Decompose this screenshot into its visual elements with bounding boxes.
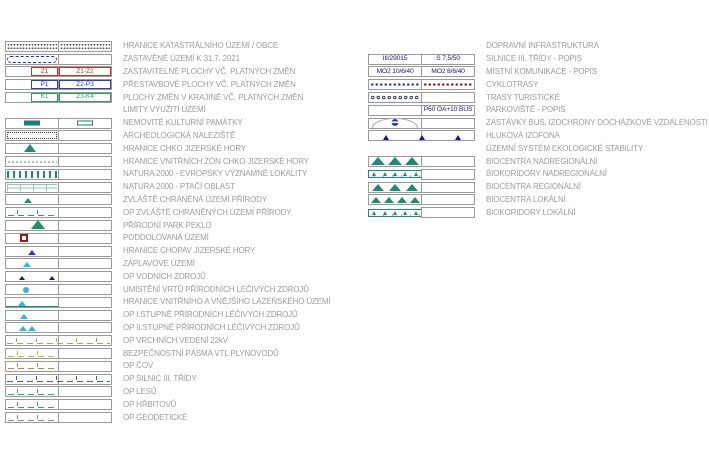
nature-park-peklo-symbol [5, 220, 112, 231]
legend-label: OP HŘBITOVŮ [123, 399, 177, 409]
legend-box [421, 54, 475, 65]
vtl-gas-safety-zones-symbol [5, 348, 112, 359]
biocentre-supraregional-symbol [368, 156, 475, 167]
legend-row-op-cemeteries-symbol [5, 398, 331, 411]
zone-tag: Z2-P3 [59, 80, 111, 89]
legend-box [5, 169, 59, 180]
legend-label: PARKOVIŠTĚ - POPIS [486, 105, 566, 115]
legend-column-left [5, 40, 331, 424]
legend-box [421, 130, 475, 141]
triangle-icon [405, 157, 419, 165]
biocentre-regional-symbol [368, 182, 475, 193]
legend-row-biocentre-supraregional-symbol [368, 155, 708, 168]
triangle-icon [24, 144, 36, 152]
legend-box [5, 361, 59, 372]
bus-stops-isochrones-symbol [368, 118, 475, 129]
dash-line-icon [8, 402, 56, 408]
legend-box [421, 194, 475, 205]
legend-row-op-grade2-healing-sources-symbol [5, 322, 331, 335]
legend-label: NATURA 2000 - PTAČÍ OBLAST [123, 182, 235, 192]
legend-row-tourist-routes-symbol [368, 91, 708, 104]
noise-isophone-symbol [368, 130, 475, 141]
road-label-text: III/29015 [382, 54, 408, 62]
legend-label: TRASY TURISTICKÉ [486, 92, 560, 102]
triangle-icon [389, 184, 401, 191]
grid-pattern [7, 184, 57, 191]
legend-box [58, 130, 112, 141]
cycling-routes-symbol [368, 79, 475, 90]
legend-label: BIOKORIDORY NADREGIONÁLNÍ [486, 169, 607, 179]
dots-pattern [7, 160, 57, 163]
legend-label: HRANICE KATASTRÁLNÍHO ÚZEMÍ / OBCE [123, 41, 279, 51]
triangle-icon [20, 314, 28, 319]
redevelopment-areas-symbol [5, 79, 112, 90]
legend-box [421, 66, 475, 77]
legend-box [368, 79, 422, 90]
circle-icon [23, 287, 29, 293]
legend-box [5, 310, 59, 321]
legend-label: ÚZEMNÍ SYSTÉM EKOLOGICKÉ STABILITY [486, 143, 644, 153]
dash-line-icon [8, 389, 56, 395]
legend-box [5, 386, 59, 397]
legend-row-archaeological-sites-symbol [5, 130, 331, 143]
legend-box [58, 233, 112, 244]
legend-box [58, 182, 112, 193]
legend-box [5, 322, 59, 333]
dash-line-icon [7, 338, 110, 344]
legend-label: HRANICE VNITŘNÍCH ZÓN CHKO JIZERSKÉ HORY [123, 156, 309, 166]
legend-box [5, 348, 59, 359]
legend-box [5, 284, 59, 295]
legend-box [58, 194, 112, 205]
legend-box [5, 207, 59, 218]
legend-label: OP SILNIC III. TŘÍDY [123, 374, 197, 384]
triangle-icon [372, 184, 384, 191]
legend-row-chko-inner-zones-symbol [5, 155, 331, 168]
natura2000-bird-area-symbol [5, 182, 112, 193]
legend-label: OP II.STUPNĚ PŘÍRODNÍCH LÉČIVÝCH ZDROJŮ [123, 322, 300, 332]
legend-box [58, 297, 112, 308]
triangle-icon [19, 276, 25, 280]
triangle-icon [410, 197, 420, 203]
legend-row-cadastre-boundary-symbol [5, 40, 331, 53]
legend-box [368, 118, 422, 129]
legend-box [5, 246, 59, 257]
biocentre-local-symbol [368, 194, 475, 205]
dotted-rect-icon [7, 132, 57, 139]
legend-row-biocorridor-local-symbol [368, 206, 708, 219]
legend-row-local-road-labels-symbol [368, 66, 708, 79]
legend-box [58, 386, 112, 397]
dots-pattern [60, 43, 110, 50]
archaeological-sites-symbol [5, 130, 112, 141]
legend-label: BEZPEČNOSTNÍ PÁSMA VTL PLYNOVODŮ [123, 348, 279, 358]
parking-label-symbol [368, 105, 475, 116]
legend-box [368, 130, 422, 141]
legend-box [368, 92, 422, 103]
dots-pattern [7, 43, 57, 50]
legend-box [58, 54, 112, 65]
spa-area-boundary-symbol [5, 297, 112, 308]
legend-box [58, 246, 112, 257]
legend-row-op-wwtp-symbol [5, 360, 331, 373]
legend-box [58, 220, 112, 231]
legend-row-op-protected-nature-symbol [5, 206, 331, 219]
healing-spring-wells-symbol [5, 284, 112, 295]
legend-box [421, 118, 475, 129]
road-label-text: S 7,5/50 [436, 54, 460, 62]
legend-box [368, 170, 422, 178]
legend-box [5, 143, 59, 154]
legend-box [58, 361, 112, 372]
triangle-icon [388, 157, 402, 165]
road-label-text: MO2 10/6/40 [376, 67, 414, 75]
triangle-icon [371, 157, 385, 165]
dash-line-icon [7, 376, 110, 382]
legend-row-op-forests-symbol [5, 386, 331, 399]
legend-label: ZASTAVITELNÉ PLOCHY VČ. PLATNÝCH ZMĚN [123, 66, 296, 76]
legend-row-cultural-monuments-symbol [5, 117, 331, 130]
landscape-change-areas-symbol [5, 92, 112, 103]
legend-row-biocentre-local-symbol [368, 194, 708, 207]
legend-box [368, 156, 422, 167]
legend-box [421, 79, 475, 90]
legend-box [368, 209, 422, 217]
legend-box [5, 118, 59, 129]
triangle-icon [406, 184, 418, 191]
legend-box [5, 412, 59, 423]
underline [6, 306, 58, 307]
op-geodetic-symbol [5, 412, 112, 423]
legend-label: BIOCENTRA LOKÁLNÍ [486, 194, 566, 204]
dashed-rect-icon [7, 56, 57, 63]
legend-label: HRANICE CHOPAV JIZERSKÉ HORY [123, 246, 256, 256]
op-grade2-healing-sources-symbol [5, 322, 112, 333]
square-icon [20, 234, 28, 242]
legend-box [5, 271, 59, 282]
legend-label: ZASTAVĚNÉ ÚZEMÍ K 31.7. 2021 [123, 54, 240, 64]
triangle-icon [31, 220, 45, 229]
op-protected-nature-symbol [5, 207, 112, 218]
legend-row-nature-park-peklo-symbol [5, 219, 331, 232]
legend-row-spa-area-boundary-symbol [5, 296, 331, 309]
legend-row-section-uses [368, 142, 708, 155]
legend-box [58, 118, 112, 129]
triangle-icon [23, 262, 31, 267]
legend-label: OP I.STUPNĚ PŘÍRODNÍCH LÉČIVÝCH ZDROJŮ [123, 310, 298, 320]
legend-label: OP LESŮ [123, 386, 157, 396]
dots-pattern [370, 81, 420, 88]
legend-row-noise-isophone-symbol [368, 130, 708, 143]
cadastre-boundary-symbol [5, 41, 112, 52]
outlined-rect-icon [77, 121, 93, 126]
natura2000-evl-symbol [5, 169, 112, 180]
legend-label: OP VRCHNÍCH VEDENÍ 22kV [123, 335, 228, 345]
chko-inner-zones-symbol [5, 156, 112, 167]
legend-box [58, 156, 112, 167]
dash-line-icon [8, 415, 56, 421]
dash-line-icon [8, 351, 56, 357]
legend-label: PLOCHY ZMĚN V KRAJINĚ VČ. PLATNÝCH ZMĚN [123, 92, 304, 102]
legend-box [368, 194, 422, 205]
legend-label: MÍSTNÍ KOMUNIKACE - POPIS [486, 66, 597, 76]
triangle-icon [419, 135, 425, 140]
legend-row-op-grade1-healing-sources-symbol [5, 309, 331, 322]
legend-row-cycling-routes-symbol [368, 78, 708, 91]
legend-box [368, 54, 422, 65]
legend-label: ZASTÁVKY BUS, IZOCHRONY DOCHÁZKOVÉ VZDÁLENOSTI [486, 118, 708, 128]
op-class3-roads-symbol [5, 374, 112, 385]
zone-tag: K1 [31, 93, 58, 102]
protected-nature-areas-symbol [5, 194, 112, 205]
legend-column-right [368, 40, 708, 219]
undermined-areas-symbol [5, 233, 112, 244]
legend-row-biocorridor-supraregional-symbol [368, 168, 708, 181]
legend-label: CYKLOTRASY [486, 79, 539, 89]
legend-row-section-transport [368, 40, 708, 53]
road-label-text: MO2 8/6/40 [431, 67, 465, 75]
legend-label: OP GEODETICKÉ [123, 412, 188, 422]
chopav-boundary-symbol [5, 246, 112, 257]
legend-box [5, 297, 59, 308]
triangle-icon [397, 197, 407, 203]
flood-area-symbol [5, 258, 112, 269]
legend-box [5, 258, 59, 269]
triangle-icon [383, 135, 389, 140]
op-wwtp-symbol [5, 361, 112, 372]
legend-box [368, 66, 422, 77]
chko-boundary-symbol [5, 143, 112, 154]
dots-pattern [370, 175, 420, 177]
developable-areas-symbol [5, 66, 112, 77]
legend-row-undermined-areas-symbol [5, 232, 331, 245]
triangle-icon [28, 250, 36, 255]
legend-label: ARCHEOLOGICKÁ NALEZIŠTĚ [123, 130, 236, 140]
zone-tag: P1 [31, 80, 58, 89]
legend-label: OP ZVLÁŠTĚ CHRÁNĚNÝCH ÚZEMÍ PŘÍRODY [123, 207, 292, 217]
legend-box [58, 322, 112, 333]
legend-row-flood-area-symbol [5, 258, 331, 271]
legend-box [421, 182, 475, 193]
dash-line-icon [8, 363, 56, 369]
triangle-icon [19, 326, 27, 331]
legend-box [5, 41, 59, 52]
legend-box [421, 92, 475, 103]
legend-box [58, 271, 112, 282]
legend-box [5, 194, 59, 205]
legend-label: BIOKORIDORY LOKÁLNÍ [486, 207, 576, 217]
legend-row-biocentre-regional-symbol [368, 181, 708, 194]
legend-box [58, 348, 112, 359]
legend-box [58, 66, 112, 77]
zone-tag: Z1 [31, 67, 58, 76]
legend-label: HRANICE CHKO JIZERSKÉ HORY [123, 143, 247, 153]
triangle-icon [49, 276, 55, 280]
legend-label: BIOCENTRA REGIONÁLNÍ [486, 182, 581, 192]
legend-box [5, 399, 59, 410]
class3-road-labels-symbol [368, 54, 475, 65]
legend-box [5, 233, 59, 244]
legend-box [5, 92, 59, 103]
legend-row-op-22kv-overhead-lines-symbol [5, 334, 331, 347]
ring-dots-pattern [370, 94, 420, 101]
legend-box [421, 105, 475, 116]
legend-box [58, 41, 112, 52]
op-water-sources-symbol [5, 271, 112, 282]
triangle-icon [28, 326, 36, 331]
legend-row-natura2000-evl-symbol [5, 168, 331, 181]
legend-label: OP VODNÍCH ZDROJŮ [123, 271, 206, 281]
local-road-labels-symbol [368, 66, 475, 77]
parking-label-text: P60 OA+10 BUS [423, 105, 473, 113]
legend-row-chopav-boundary-symbol [5, 245, 331, 258]
legend-row-landscape-change-areas-symbol [5, 91, 331, 104]
legend-box [58, 284, 112, 295]
legend-label: UMÍSTĚNÍ VRTŮ PŘÍRODNÍCH LÉČIVÝCH ZDROJŮ [123, 284, 309, 294]
op-grade1-healing-sources-symbol [5, 310, 112, 321]
legend-box [58, 169, 112, 180]
legend-label: BIOCENTRA NADREGIONÁLNÍ [486, 156, 598, 166]
legend-box [58, 258, 112, 269]
legend-row-vtl-gas-safety-zones-symbol [5, 347, 331, 360]
built-up-area-symbol [5, 54, 112, 65]
op-forests-symbol [5, 386, 112, 397]
legend-row-op-class3-roads-symbol [5, 373, 331, 386]
legend-label: DOPRAVNÍ INFRASTRUKTURA [486, 41, 599, 51]
zone-tag: Z1-Z2 [59, 67, 111, 76]
triangle-icon [384, 197, 394, 203]
legend-box [421, 169, 475, 180]
legend-row-redevelopment-areas-symbol [5, 78, 331, 91]
legend-box [5, 130, 59, 141]
filled-rect-icon [24, 121, 40, 126]
triangle-icon [371, 197, 381, 203]
legend-box [58, 79, 112, 90]
legend-box [5, 182, 59, 193]
legend-row-class3-road-labels-symbol [368, 53, 708, 66]
legend-label: LIMITY VYUŽITÍ ÚZEMÍ [123, 105, 206, 115]
legend-label: ZVLÁŠTĚ CHRÁNĚNÁ ÚZEMÍ PŘÍRODY [123, 194, 267, 204]
legend-box [421, 207, 475, 218]
legend-row-parking-label-symbol [368, 104, 708, 117]
legend-box [5, 54, 59, 65]
legend-label: ZÁPLAVOVÉ ÚZEMÍ [123, 258, 195, 268]
legend-label: HRANICE VNITŘNÍHO A VNĚJŠÍHO LÁZEŇSKÉHO ÚZEMÍ [123, 297, 331, 307]
op-cemeteries-symbol [5, 399, 112, 410]
legend-box [58, 92, 112, 103]
legend-label: PŘÍRODNÍ PARK PEKLO [123, 220, 212, 230]
legend-box [368, 182, 422, 193]
tourist-routes-symbol [368, 92, 475, 103]
legend-box [58, 143, 112, 154]
legend-box [5, 79, 59, 90]
legend-box [5, 66, 59, 77]
biocorridor-supraregional-symbol [368, 169, 475, 180]
legend-box [5, 156, 59, 167]
zone-tag: Z3-K4 [59, 93, 111, 102]
legend-box [5, 220, 59, 231]
legend-row-healing-spring-wells-symbol [5, 283, 331, 296]
legend-row-chko-boundary-symbol [5, 142, 331, 155]
legend-label: PŘESTAVBOVÉ PLOCHY VČ. PLATNÝCH ZMĚN [123, 79, 296, 89]
legend-row-built-up-area-symbol [5, 53, 331, 66]
dots-pattern [423, 81, 473, 88]
legend-box [58, 412, 112, 423]
bus-stop-icon [392, 119, 399, 126]
legend-row-section-limits [5, 104, 331, 117]
biocorridor-local-symbol [368, 207, 475, 218]
legend-box [368, 105, 422, 116]
legend-row-natura2000-bird-area-symbol [5, 181, 331, 194]
legend-row-bus-stops-isochrones-symbol [368, 117, 708, 130]
cultural-monuments-symbol [5, 118, 112, 129]
legend-row-op-water-sources-symbol [5, 270, 331, 283]
legend-box [421, 156, 475, 167]
legend-box [58, 310, 112, 321]
triangle-icon [24, 198, 32, 203]
legend-box [58, 207, 112, 218]
legend-row-op-geodetic-symbol [5, 411, 331, 424]
legend-row-developable-areas-symbol [5, 66, 331, 79]
legend-row-protected-nature-areas-symbol [5, 194, 331, 207]
legend-label: SILNICE III. TŘÍDY - POPIS [486, 54, 582, 64]
triangle-icon [455, 135, 461, 140]
op-22kv-overhead-lines-symbol [5, 335, 112, 346]
legend-box [58, 399, 112, 410]
legend-label: OP ČOV [123, 361, 154, 371]
legend-label: HLUKOVÁ IZOFONA [486, 130, 560, 140]
dash-line-icon [8, 210, 56, 216]
dots-pattern [370, 214, 420, 216]
legend-label: PODDOLOVANÁ ÚZEMÍ [123, 233, 209, 243]
legend-label: NEMOVITÉ KULTURNÍ PAMÁTKY [123, 118, 243, 128]
legend-label: NATURA 2000 - EVROPSKY VÝZNAMNÉ LOKALITY [123, 169, 307, 179]
bars-pattern [7, 171, 57, 178]
